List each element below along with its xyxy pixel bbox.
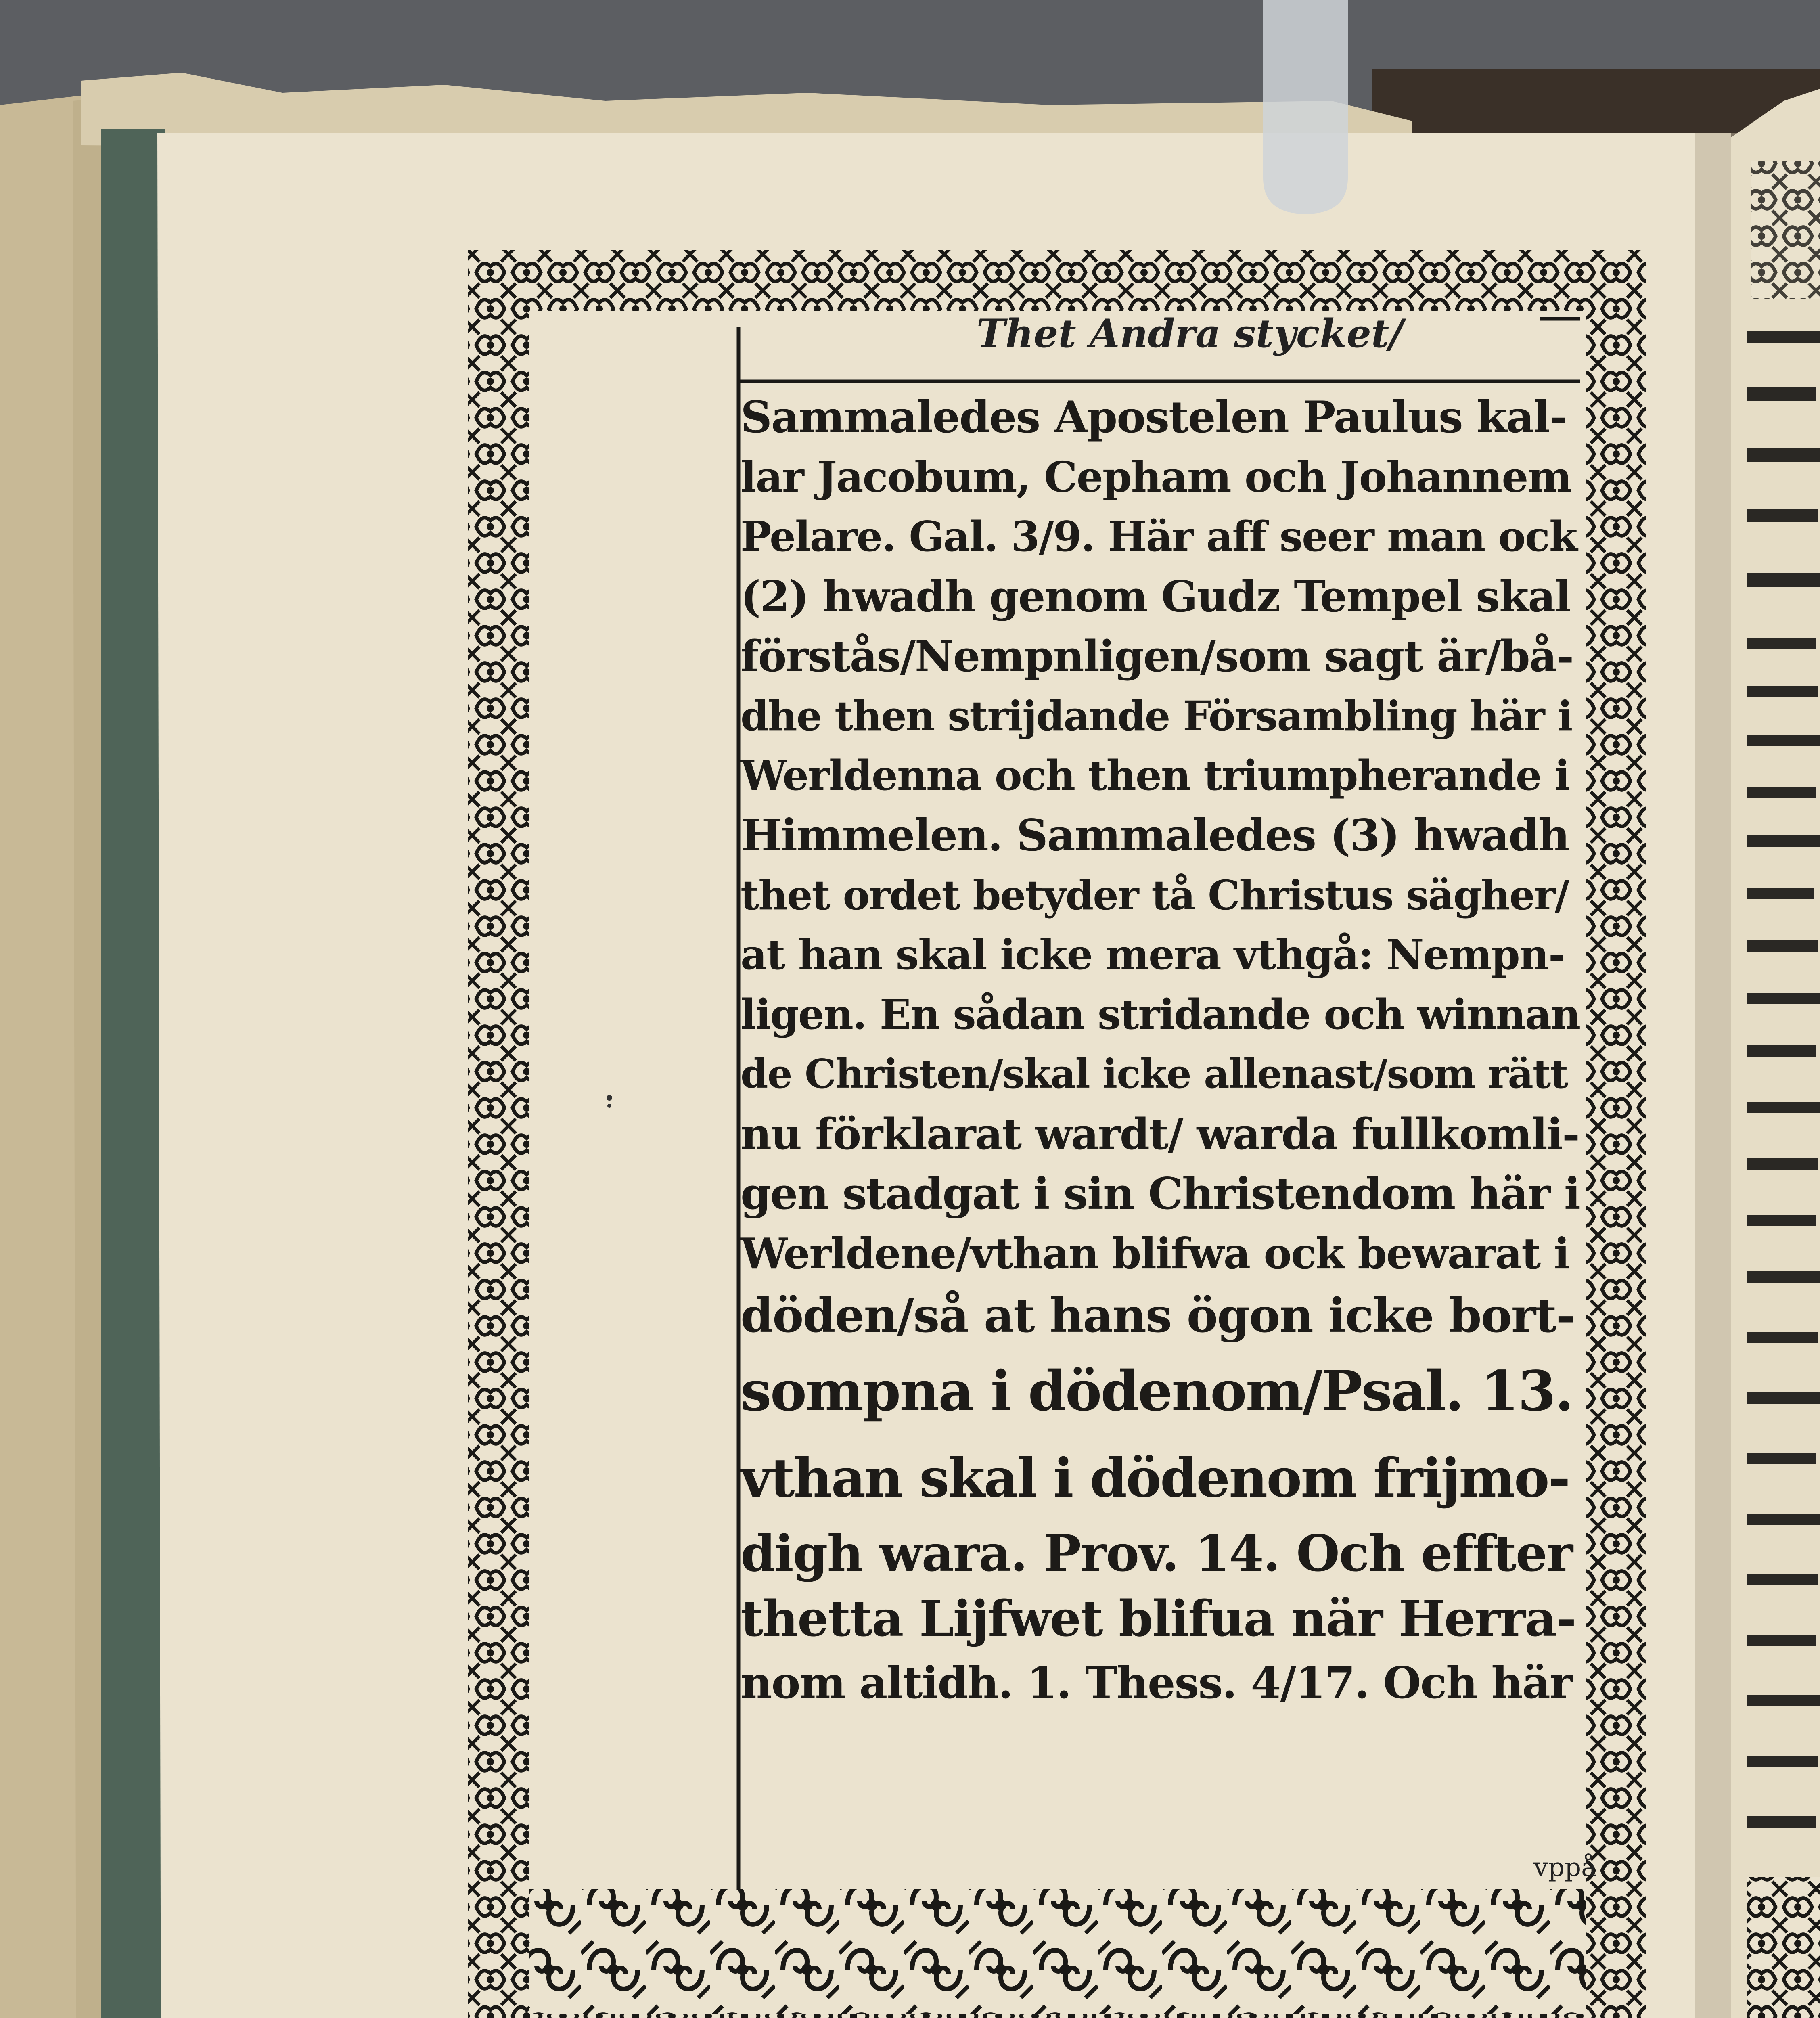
text-line: förstås/Nempnligen/som sagt är/bå- xyxy=(741,631,1573,681)
text-line: lar Jacobum, Cepham och Johannem xyxy=(741,452,1571,502)
text-line: nu förklarat wardt/ warda fullkomli- xyxy=(741,1109,1579,1159)
text-line: sompna i dödenom/Psal. 13. xyxy=(741,1359,1573,1423)
running-head: Thet Andra stycket/ xyxy=(977,311,1404,356)
page-clip xyxy=(1263,0,1348,214)
ink-speck xyxy=(607,1095,612,1101)
text-line: at han skal icke mera vthgå: Nempn- xyxy=(741,931,1565,979)
text-line: Himmelen. Sammaledes (3) hwadh xyxy=(741,810,1569,861)
page-text xyxy=(741,387,1588,1715)
text-line: thet ordet betyder tå Christus sägher/ xyxy=(741,871,1569,919)
text-line: thetta Lijfwet blifua när Herra- xyxy=(741,1589,1576,1647)
text-line: ligen. En sådan stridande och winnan xyxy=(741,990,1580,1039)
text-line: Werldenna och then triumpherande i xyxy=(741,752,1569,800)
text-line: Sammaledes Apostelen Paulus kal- xyxy=(741,392,1567,443)
text-line: de Christen/skal icke allenast/som rätt xyxy=(741,1051,1568,1097)
catchword: vppå xyxy=(1533,1853,1597,1882)
text-line: döden/så at hans ögon icke bort- xyxy=(741,1288,1575,1343)
ink-speck xyxy=(607,1104,611,1108)
text-line: digh wara. Prov. 14. Och effter xyxy=(741,1524,1572,1583)
text-line: vthan skal i dödenom frijmo- xyxy=(741,1447,1569,1509)
page-edge-green xyxy=(101,129,165,2018)
text-line: gen stadgat i sin Christendom här i xyxy=(741,1168,1580,1219)
text-line: Werldene/vthan blifwa ock bewarat i xyxy=(741,1229,1569,1278)
text-line: Pelare. Gal. 3/9. Här aff seer man ock xyxy=(741,513,1577,561)
text-line: (2) hwadh genom Gudz Tempel skal xyxy=(741,571,1571,622)
text-line: dhe then strijdande Försambling här i xyxy=(741,692,1572,740)
text-line: nom altidh. 1. Thess. 4/17. Och här xyxy=(741,1658,1572,1708)
